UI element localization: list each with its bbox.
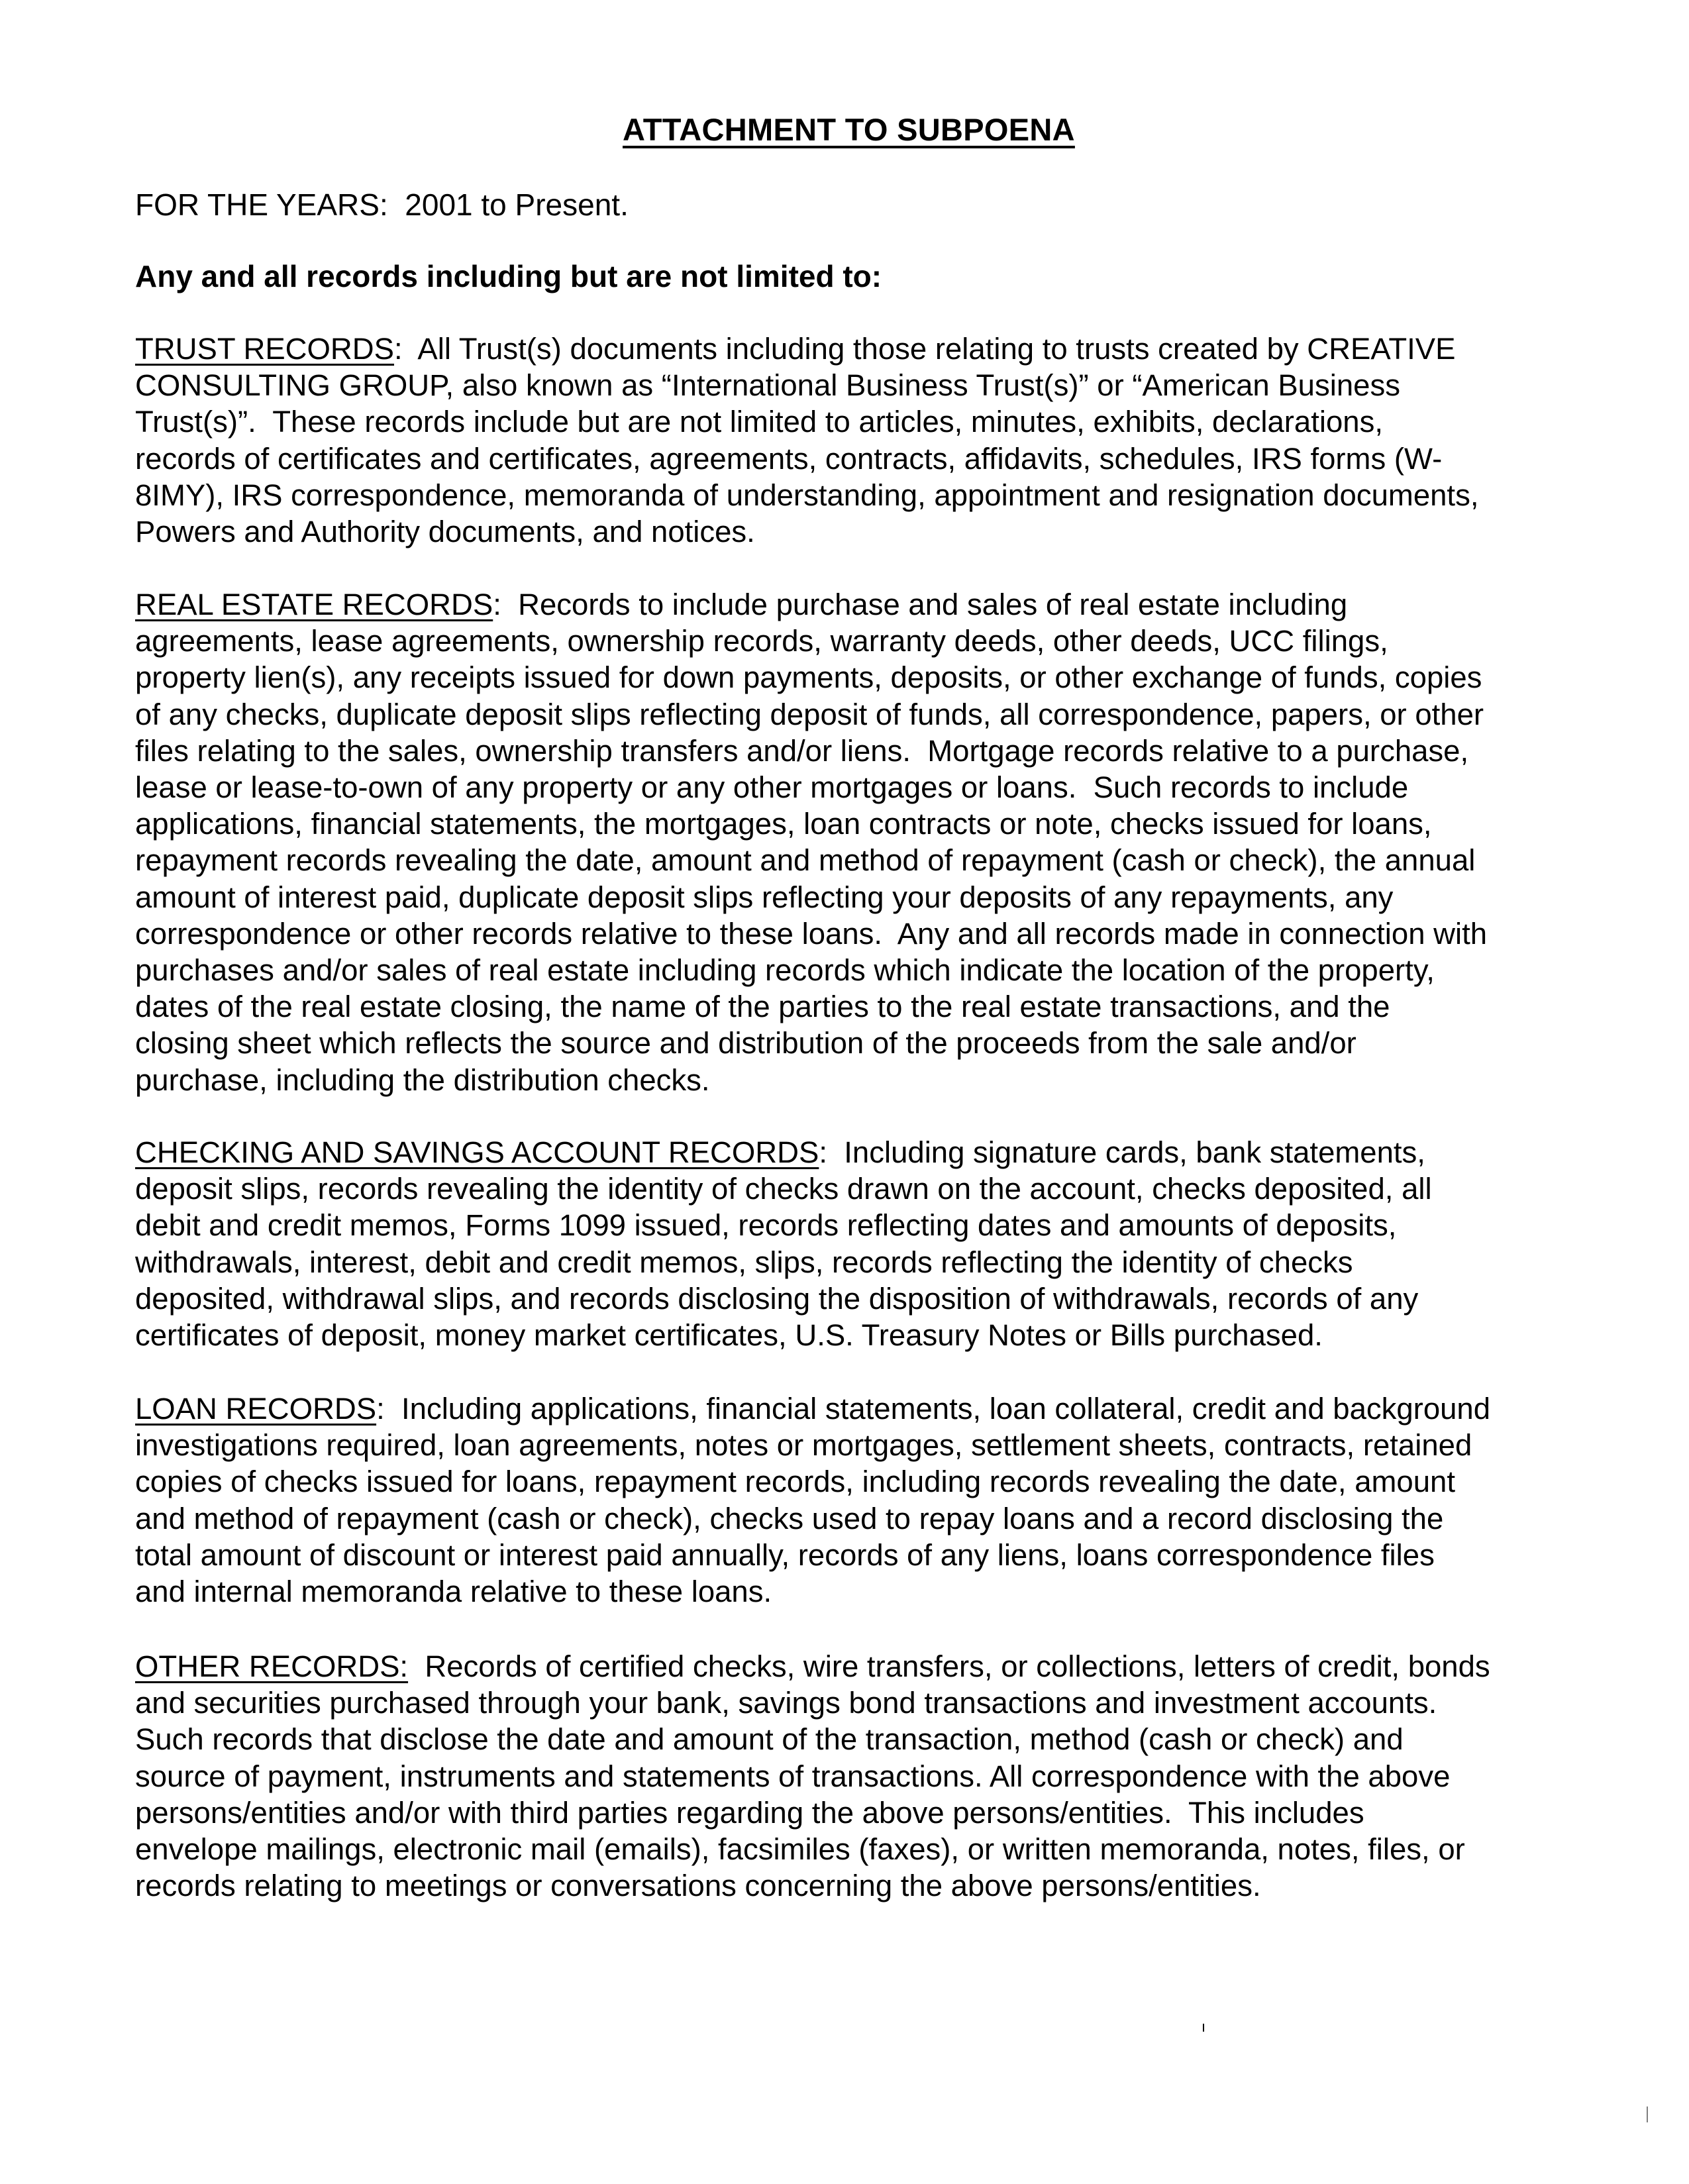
section-line: deposit slips, records revealing the identity of checks drawn on the account, checks deposited, all	[135, 1172, 1432, 1206]
section-line: copies of checks issued for loans, repayment records, including records revealing the date, amount	[135, 1465, 1455, 1499]
section-line: amount of interest paid, duplicate deposit slips reflecting your deposits of any repayments, any	[135, 880, 1394, 914]
section-line: debit and credit memos, Forms 1099 issued, records reflecting dates and amounts of deposits,	[135, 1208, 1397, 1243]
section-trust-records	[135, 331, 1579, 550]
section-line: OTHER RECORDS: Records of certified checks, wire transfers, or collections, letters of credit, bonds	[135, 1649, 1490, 1683]
section-other-records	[135, 1648, 1579, 1904]
scan-speck	[1203, 2024, 1204, 2032]
section-line: dates of the real estate closing, the name of the parties to the real estate transactions, and the	[135, 990, 1390, 1024]
section-line: correspondence or other records relative to these loans. Any and all records made in connection with	[135, 916, 1488, 951]
section-line: withdrawals, interest, debit and credit memos, slips, records reflecting the identity of checks	[135, 1245, 1353, 1279]
section-line: persons/entities and/or with third parties regarding the above persons/entities. This includes	[135, 1795, 1364, 1830]
section-heading: TRUST RECORDS	[135, 332, 394, 366]
section-line: 8IMY), IRS correspondence, memoranda of understanding, appointment and resignation documents,	[135, 478, 1479, 512]
section-line: source of payment, instruments and statements of transactions. All correspondence with the above	[135, 1759, 1451, 1793]
section-line: lease or lease-to-own of any property or any other mortgages or loans. Such records to include	[135, 770, 1409, 805]
intro-statement: Any and all records including but are not limited to:	[135, 259, 882, 293]
section-line: repayment records revealing the date, amount and method of repayment (cash or check), the annual	[135, 843, 1476, 878]
section-line: TRUST RECORDS: All Trust(s) documents including those relating to trusts created by CREATIVE	[135, 332, 1456, 366]
section-line: certificates of deposit, money market certificates, U.S. Treasury Notes or Bills purchased.	[135, 1318, 1323, 1353]
section-heading: CHECKING AND SAVINGS ACCOUNT RECORDS	[135, 1135, 819, 1169]
section-line: Trust(s)”. These records include but are not limited to articles, minutes, exhibits, declarations,	[135, 405, 1383, 439]
years-line: FOR THE YEARS: 2001 to Present.	[135, 187, 629, 222]
section-line: and securities purchased through your bank, savings bond transactions and investment accounts.	[135, 1686, 1437, 1720]
section-line: of any checks, duplicate deposit slips reflecting deposit of funds, all correspondence, papers, or other	[135, 697, 1484, 731]
section-line: and method of repayment (cash or check), checks used to repay loans and a record disclosing the	[135, 1501, 1444, 1535]
section-line: property lien(s), any receipts issued for down payments, deposits, or other exchange of funds, copies	[135, 660, 1482, 695]
section-line: agreements, lease agreements, ownership records, warranty deeds, other deeds, UCC filings,	[135, 624, 1388, 658]
section-line: investigations required, loan agreements, notes or mortgages, settlement sheets, contracts, retained	[135, 1428, 1472, 1463]
section-line: REAL ESTATE RECORDS: Records to include purchase and sales of real estate including	[135, 588, 1348, 621]
section-line: envelope mailings, electronic mail (emails), facsimiles (faxes), or written memoranda, notes, files, or	[135, 1832, 1465, 1867]
section-line: LOAN RECORDS: Including applications, financial statements, loan collateral, credit and background	[135, 1392, 1491, 1426]
section-checking-savings-records	[135, 1134, 1579, 1353]
section-line: applications, financial statements, the mortgages, loan contracts or note, checks issued for loans,	[135, 807, 1432, 841]
section-line: and internal memoranda relative to these loans.	[135, 1575, 772, 1609]
section-heading: REAL ESTATE RECORDS	[135, 588, 493, 621]
section-line: CONSULTING GROUP, also known as “International Business Trust(s)” or “American Business	[135, 368, 1400, 403]
section-line: records of certificates and certificates, agreements, contracts, affidavits, schedules, IRS forms (W-	[135, 441, 1443, 476]
section-heading: LOAN RECORDS	[135, 1392, 377, 1426]
section-line: Powers and Authority documents, and notices.	[135, 515, 755, 549]
section-line: Such records that disclose the date and amount of the transaction, method (cash or check) and	[135, 1722, 1404, 1757]
section-loan-records	[135, 1390, 1579, 1610]
section-line: CHECKING AND SAVINGS ACCOUNT RECORDS: Including signature cards, bank statements,	[135, 1135, 1425, 1169]
section-line: purchase, including the distribution checks.	[135, 1063, 710, 1097]
page-title: ATTACHMENT TO SUBPOENA	[623, 112, 1075, 147]
section-heading: OTHER RECORDS:	[135, 1649, 409, 1683]
section-line: files relating to the sales, ownership transfers and/or liens. Mortgage records relative to a purchase,	[135, 733, 1469, 768]
scan-speck	[1647, 2106, 1648, 2122]
section-line: purchases and/or sales of real estate including records which indicate the location of the property,	[135, 953, 1435, 988]
section-line: records relating to meetings or conversations concerning the above persons/entities.	[135, 1869, 1261, 1903]
section-line: closing sheet which reflects the source and distribution of the proceeds from the sale and/or	[135, 1026, 1356, 1061]
section-line: total amount of discount or interest paid annually, records of any liens, loans correspondence files	[135, 1537, 1435, 1572]
section-real-estate-records	[135, 586, 1579, 1098]
section-line: deposited, withdrawal slips, and records disclosing the disposition of withdrawals, records of any	[135, 1281, 1419, 1316]
